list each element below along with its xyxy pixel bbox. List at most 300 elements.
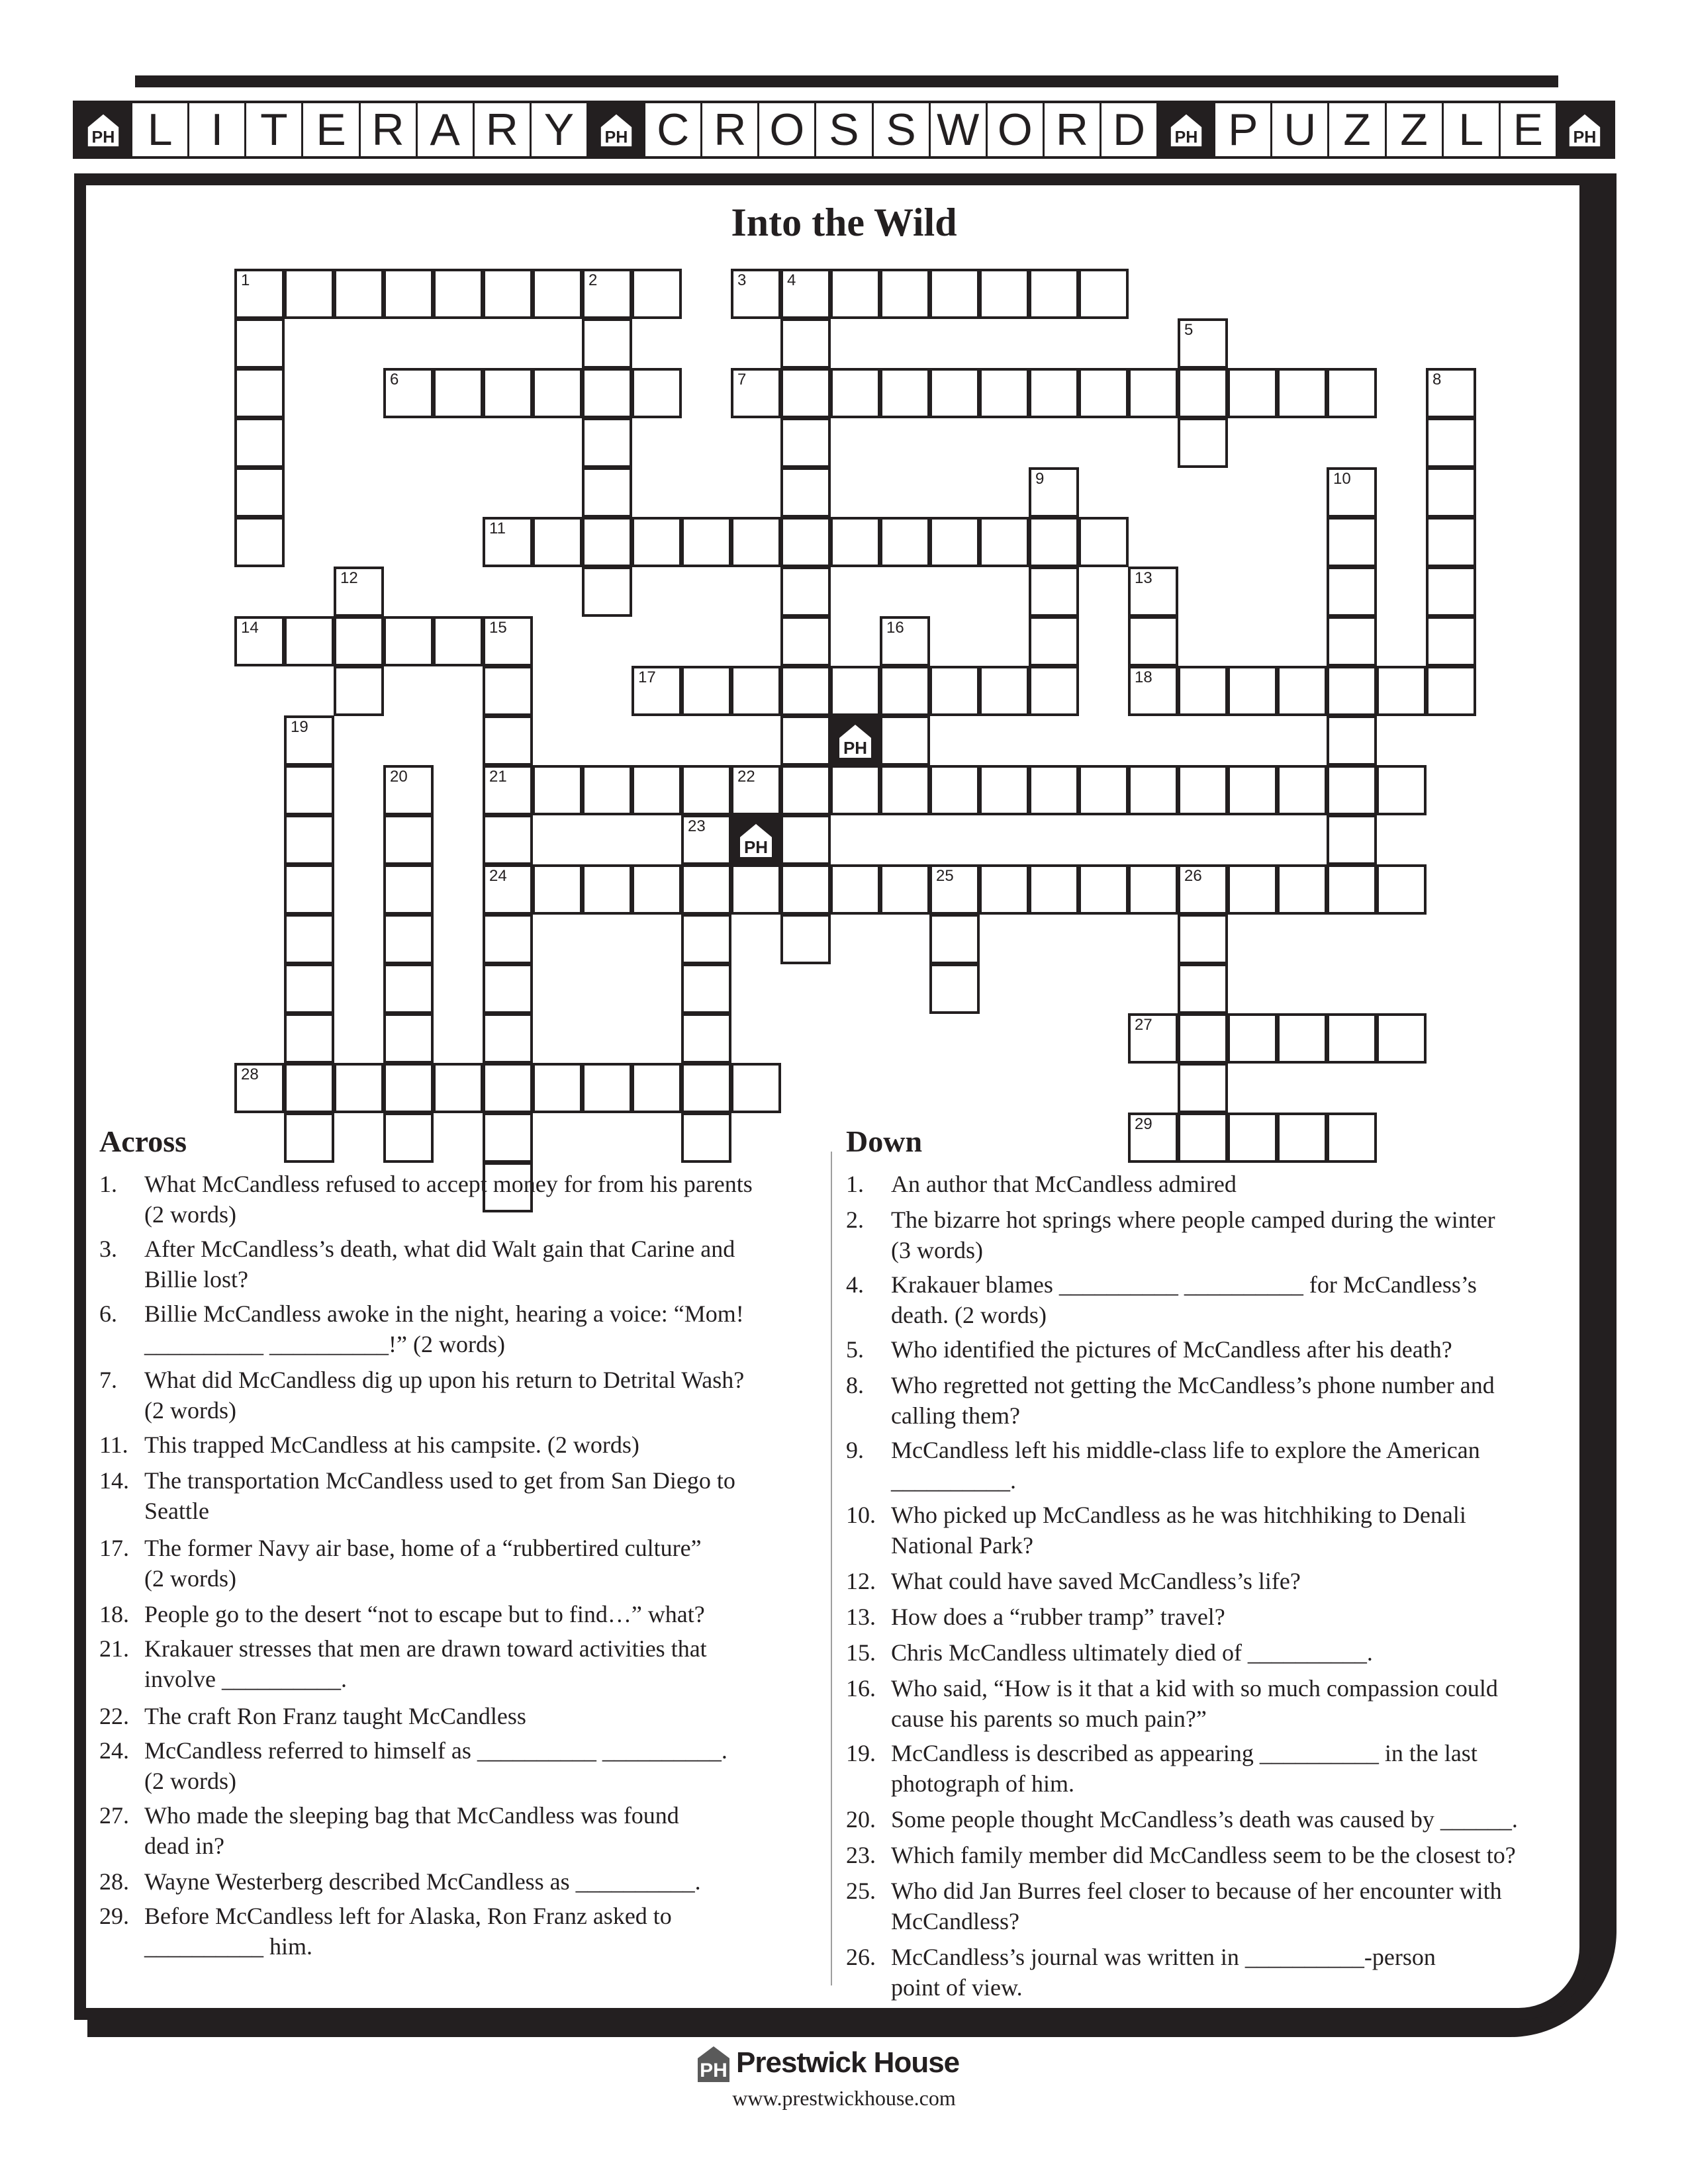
grid-cell[interactable]: [632, 864, 682, 915]
grid-cell[interactable]: [780, 269, 831, 319]
grid-cell[interactable]: [1178, 666, 1228, 716]
grid-cell[interactable]: [1426, 616, 1476, 666]
grid-cell[interactable]: [1178, 318, 1228, 369]
grid-cell[interactable]: [780, 765, 831, 815]
clue-text: [144, 1901, 821, 1962]
grid-cell[interactable]: [1128, 368, 1178, 418]
svg-text:PH: PH: [743, 837, 769, 857]
grid-cell[interactable]: [1128, 616, 1178, 666]
clue-text: [144, 1866, 821, 1897]
clue-text-line: (2 words): [144, 1768, 236, 1794]
house-logo-icon: [736, 820, 776, 860]
grid-cell[interactable]: [582, 567, 632, 617]
grid-cell[interactable]: [483, 715, 533, 766]
grid-cell[interactable]: [483, 914, 533, 964]
grid-cell[interactable]: [830, 666, 880, 716]
grid-cell[interactable]: [880, 368, 930, 418]
grid-cell[interactable]: [632, 1063, 682, 1113]
clue-text-line: Krakauer blames __________ __________ for McCandless’s: [891, 1271, 1477, 1298]
clue-text: [891, 1804, 1581, 1835]
clue-text-line: The bizarre hot springs where people camped during the winter: [891, 1206, 1495, 1233]
grid-cell[interactable]: [284, 864, 334, 915]
clue-text-line: This trapped McCandless at his campsite. (2 words): [144, 1432, 639, 1458]
clue-number: 16: [886, 619, 904, 637]
clue-label: 1.: [99, 1171, 117, 1197]
publisher-url[interactable]: www.prestwickhouse.com: [732, 2086, 956, 2110]
grid-cell[interactable]: [929, 964, 980, 1014]
grid-cell[interactable]: [483, 616, 533, 666]
grid-cell[interactable]: [334, 666, 384, 716]
grid-cell[interactable]: [1327, 864, 1377, 915]
clue-label: 5.: [846, 1336, 864, 1363]
clue-number: 24: [489, 867, 507, 885]
grid-cell[interactable]: [284, 914, 334, 964]
grid-cell[interactable]: [1227, 368, 1278, 418]
svg-text:PH: PH: [1573, 128, 1597, 147]
grid-cell[interactable]: [582, 765, 632, 815]
clue-text-line: Which family member did McCandless seem to be the closest to?: [891, 1842, 1516, 1868]
grid-cell[interactable]: [334, 567, 384, 617]
grid-cell[interactable]: [1327, 666, 1377, 716]
grid-cell[interactable]: [284, 1013, 334, 1064]
grid-cell[interactable]: [284, 1113, 334, 1163]
clue-number: 15: [489, 619, 507, 637]
grid-cell[interactable]: [1128, 666, 1178, 716]
clue-text: [891, 1269, 1581, 1330]
grid-cell[interactable]: [731, 765, 781, 815]
grid-cell[interactable]: [929, 666, 980, 716]
clue-text-line: The former Navy air base, home of a “rubbertired culture”: [144, 1535, 702, 1561]
grid-cell[interactable]: [830, 368, 880, 418]
grid-cell[interactable]: [433, 616, 483, 666]
grid-cell[interactable]: [1029, 467, 1079, 518]
grid-cell[interactable]: [1426, 517, 1476, 567]
clue-number: 21: [489, 768, 507, 786]
clue-label: 26.: [846, 1944, 876, 1970]
clue-number: 22: [737, 768, 755, 786]
grid-cell[interactable]: [1029, 666, 1079, 716]
grid-cell[interactable]: [681, 815, 731, 865]
clue-text-line: McCandless left his middle-class life to explore the American: [891, 1437, 1480, 1463]
grid-cell[interactable]: [830, 864, 880, 915]
clue-text-line: Who made the sleeping bag that McCandless was found: [144, 1802, 679, 1829]
grid-cell[interactable]: [681, 864, 731, 915]
grid-cell[interactable]: [1078, 368, 1129, 418]
clue-label: 1.: [846, 1171, 864, 1197]
publisher-name: Prestwick House: [736, 2046, 960, 2079]
clue-text: [891, 1435, 1581, 1496]
clue-number: 27: [1135, 1016, 1152, 1034]
clue-text-line: Who did Jan Burres feel closer to because of her encounter with: [891, 1878, 1502, 1904]
grid-cell[interactable]: [1029, 567, 1079, 617]
grid-cell[interactable]: [1029, 765, 1079, 815]
clue-text: [144, 1465, 821, 1526]
grid-cell[interactable]: [1327, 467, 1377, 518]
grid-cell[interactable]: [1277, 864, 1327, 915]
grid-cell[interactable]: [582, 368, 632, 418]
grid-cell[interactable]: [483, 1013, 533, 1064]
clue-label: 27.: [99, 1802, 129, 1829]
grid-cell[interactable]: [929, 765, 980, 815]
clue-text-line: involve __________.: [144, 1666, 347, 1692]
grid-cell[interactable]: [284, 616, 334, 666]
grid-cell[interactable]: [929, 914, 980, 964]
house-logo-icon: [695, 2044, 732, 2082]
grid-cell[interactable]: [780, 616, 831, 666]
house-logo-icon: [835, 721, 875, 760]
grid-cell[interactable]: [582, 467, 632, 518]
grid-cell[interactable]: [1227, 1013, 1278, 1064]
clue-text-line: Who regretted not getting the McCandless’s phone number and: [891, 1372, 1495, 1398]
grid-cell[interactable]: [234, 368, 285, 418]
clue-number: 1: [241, 271, 250, 289]
grid-cell[interactable]: [1178, 1063, 1228, 1113]
clue-text: [144, 1599, 821, 1629]
clue-text: [144, 1365, 821, 1426]
grid-cell[interactable]: [383, 269, 434, 319]
grid-cell[interactable]: [1178, 368, 1228, 418]
grid-cell[interactable]: [1327, 715, 1377, 766]
grid-cell[interactable]: [681, 517, 731, 567]
grid-cell[interactable]: [1376, 765, 1427, 815]
grid-cell[interactable]: [1426, 467, 1476, 518]
grid-cell[interactable]: [1178, 914, 1228, 964]
grid-cell[interactable]: [1277, 1013, 1327, 1064]
grid-cell[interactable]: [632, 765, 682, 815]
grid-cell[interactable]: [780, 318, 831, 369]
grid-cell[interactable]: [383, 914, 434, 964]
grid-cell[interactable]: [929, 368, 980, 418]
grid-cell[interactable]: [880, 517, 930, 567]
grid-cell[interactable]: [1128, 765, 1178, 815]
grid-cell[interactable]: [1327, 368, 1377, 418]
grid-cell[interactable]: [780, 715, 831, 766]
grid-cell[interactable]: [929, 269, 980, 319]
grid-cell[interactable]: [284, 1063, 334, 1113]
grid-cell[interactable]: [1426, 666, 1476, 716]
grid-cell[interactable]: [334, 269, 384, 319]
grid-cell[interactable]: [234, 318, 285, 369]
grid-cell[interactable]: [234, 616, 285, 666]
grid-cell[interactable]: [383, 815, 434, 865]
grid-cell[interactable]: [1029, 864, 1079, 915]
grid-cell[interactable]: [433, 368, 483, 418]
clue-text: [891, 1500, 1581, 1561]
clue-text-line: __________ __________!” (2 words): [144, 1331, 505, 1357]
grid-cell[interactable]: [284, 269, 334, 319]
clue-text-line: cause his parents so much pain?”: [891, 1706, 1207, 1732]
grid-cell[interactable]: [1029, 616, 1079, 666]
grid-cell[interactable]: [830, 269, 880, 319]
grid-cell[interactable]: [780, 567, 831, 617]
grid-cell[interactable]: [731, 666, 781, 716]
clue-label: 10.: [846, 1502, 876, 1528]
grid-cell[interactable]: [383, 1113, 434, 1163]
grid-cell[interactable]: [1178, 418, 1228, 468]
grid-cell[interactable]: [483, 765, 533, 815]
clue-text-line: McCandless?: [891, 1908, 1019, 1934]
grid-cell[interactable]: [1178, 1013, 1228, 1064]
grid-cell[interactable]: [483, 815, 533, 865]
grid-cell[interactable]: [681, 765, 731, 815]
grid-cell[interactable]: [1426, 418, 1476, 468]
grid-cell[interactable]: [780, 418, 831, 468]
grid-cell[interactable]: [880, 666, 930, 716]
grid-cell[interactable]: [830, 765, 880, 815]
grid-cell[interactable]: [383, 964, 434, 1014]
clue-text-line: McCandless referred to himself as __________ __________.: [144, 1737, 727, 1764]
grid-cell[interactable]: [731, 517, 781, 567]
clue-label: 18.: [99, 1601, 129, 1627]
grid-cell[interactable]: [483, 517, 533, 567]
grid-cell[interactable]: [1277, 368, 1327, 418]
grid-cell[interactable]: [1128, 1013, 1178, 1064]
clue-number: 5: [1184, 321, 1194, 339]
grid-cell[interactable]: [483, 368, 533, 418]
grid-cell[interactable]: [383, 1063, 434, 1113]
grid-cell[interactable]: [830, 517, 880, 567]
banner-letter: O: [759, 103, 816, 156]
clue-text: [891, 1334, 1581, 1365]
grid-cell[interactable]: [681, 666, 731, 716]
grid-cell[interactable]: [1376, 666, 1427, 716]
grid-cell[interactable]: [1426, 567, 1476, 617]
grid-cell[interactable]: [1227, 666, 1278, 716]
grid-cell[interactable]: [979, 517, 1029, 567]
clue-text: [891, 1169, 1581, 1199]
grid-cell[interactable]: [979, 368, 1029, 418]
grid-cell[interactable]: [582, 418, 632, 468]
clue-number: 12: [340, 569, 358, 587]
grid-cell[interactable]: [383, 616, 434, 666]
clue-label: 21.: [99, 1635, 129, 1662]
grid-cell[interactable]: [234, 269, 285, 319]
banner-letter: I: [189, 103, 246, 156]
grid-cell[interactable]: [780, 517, 831, 567]
grid-cell[interactable]: [780, 914, 831, 964]
grid-cell[interactable]: [234, 467, 285, 518]
grid-cell[interactable]: [483, 864, 533, 915]
clue-text: [891, 1566, 1581, 1596]
grid-cell[interactable]: [731, 1063, 781, 1113]
grid-cell[interactable]: [1178, 1113, 1228, 1163]
grid-cell[interactable]: [383, 765, 434, 815]
grid-cell[interactable]: [780, 467, 831, 518]
grid-cell[interactable]: [1178, 964, 1228, 1014]
grid-cell[interactable]: [1327, 567, 1377, 617]
grid-cell[interactable]: [731, 368, 781, 418]
clue-text-line: What McCandless refused to accept money for from his parents: [144, 1171, 753, 1197]
banner-letter: P: [1215, 103, 1272, 156]
clue-text: [891, 1738, 1581, 1799]
grid-cell[interactable]: [1277, 765, 1327, 815]
grid-cell[interactable]: [1029, 517, 1079, 567]
grid-cell[interactable]: [880, 765, 930, 815]
grid-cell[interactable]: [731, 269, 781, 319]
clue-text-line: point of view.: [891, 1974, 1023, 2001]
clue-text: [891, 1840, 1581, 1870]
grid-cell[interactable]: [483, 964, 533, 1014]
grid-cell[interactable]: [1327, 1113, 1377, 1163]
grid-cell[interactable]: [979, 269, 1029, 319]
grid-cell[interactable]: [334, 1063, 384, 1113]
grid-cell[interactable]: [1128, 567, 1178, 617]
grid-cell[interactable]: [532, 864, 583, 915]
grid-cell[interactable]: [780, 864, 831, 915]
grid-cell[interactable]: [532, 269, 583, 319]
clue-text-line: (3 words): [891, 1237, 983, 1263]
grid-cell[interactable]: [284, 815, 334, 865]
grid-cell[interactable]: [1178, 765, 1228, 815]
grid-cell[interactable]: [1178, 864, 1228, 915]
grid-cell[interactable]: [383, 1013, 434, 1064]
grid-logo-cell: [731, 815, 781, 865]
clue-text-line: People go to the desert “not to escape but to find…” what?: [144, 1601, 705, 1627]
clue-label: 4.: [846, 1271, 864, 1298]
clue-text: [891, 1205, 1581, 1265]
grid-cell[interactable]: [1029, 269, 1079, 319]
grid-cell[interactable]: [1376, 864, 1427, 915]
grid-cell[interactable]: [483, 1063, 533, 1113]
grid-cell[interactable]: [383, 368, 434, 418]
banner-letter: W: [931, 103, 988, 156]
clue-text-line: The transportation McCandless used to get from San Diego to: [144, 1467, 735, 1494]
grid-cell[interactable]: [582, 318, 632, 369]
grid-cell[interactable]: [1327, 517, 1377, 567]
clue-number: 8: [1432, 371, 1442, 388]
banner-letter: O: [988, 103, 1045, 156]
svg-text:PH: PH: [604, 128, 628, 147]
grid-cell[interactable]: [929, 864, 980, 915]
grid-cell[interactable]: [731, 864, 781, 915]
grid-cell[interactable]: [532, 368, 583, 418]
grid-cell[interactable]: [880, 715, 930, 766]
grid-cell[interactable]: [1078, 864, 1129, 915]
grid-cell[interactable]: [532, 1063, 583, 1113]
grid-cell[interactable]: [780, 815, 831, 865]
clue-label: 3.: [99, 1236, 117, 1262]
clue-text-line: Who picked up McCandless as he was hitchhiking to Denali: [891, 1502, 1466, 1528]
grid-cell[interactable]: [532, 765, 583, 815]
grid-cell[interactable]: [1277, 1113, 1327, 1163]
column-divider: [831, 1152, 832, 1985]
clue-text-line: The craft Ron Franz taught McCandless: [144, 1703, 526, 1729]
clue-text-line: After McCandless’s death, what did Walt gain that Carine and: [144, 1236, 735, 1262]
grid-cell[interactable]: [1327, 765, 1377, 815]
clue-text: [144, 1701, 821, 1731]
grid-cell[interactable]: [433, 269, 483, 319]
grid-cell[interactable]: [681, 1063, 731, 1113]
grid-cell[interactable]: [1327, 1013, 1377, 1064]
clue-text: [144, 1169, 821, 1230]
clue-label: 16.: [846, 1675, 876, 1702]
grid-cell[interactable]: [582, 269, 632, 319]
clue-label: 8.: [846, 1372, 864, 1398]
clue-text: [891, 1602, 1581, 1632]
clue-text-line: calling them?: [891, 1402, 1020, 1429]
grid-cell[interactable]: [929, 517, 980, 567]
grid-cell[interactable]: [880, 864, 930, 915]
clue-label: 17.: [99, 1535, 129, 1561]
grid-cell[interactable]: [1128, 864, 1178, 915]
grid-cell[interactable]: [1426, 368, 1476, 418]
grid-cell[interactable]: [632, 666, 682, 716]
banner-letter: A: [418, 103, 475, 156]
svg-text:PH: PH: [1174, 128, 1198, 147]
clue-text-line: McCandless is described as appearing __________ in the last: [891, 1740, 1477, 1766]
grid-cell[interactable]: [632, 269, 682, 319]
banner-letter: U: [1272, 103, 1329, 156]
grid-cell[interactable]: [1327, 815, 1377, 865]
grid-cell[interactable]: [1029, 368, 1079, 418]
clue-label: 13.: [846, 1604, 876, 1630]
grid-cell[interactable]: [1227, 765, 1278, 815]
grid-cell[interactable]: [880, 269, 930, 319]
grid-cell[interactable]: [383, 864, 434, 915]
clue-label: 24.: [99, 1737, 129, 1764]
grid-cell[interactable]: [334, 616, 384, 666]
grid-cell[interactable]: [1128, 1113, 1178, 1163]
grid-cell[interactable]: [1078, 269, 1129, 319]
grid-cell[interactable]: [1078, 517, 1129, 567]
clue-text: [891, 1942, 1581, 2003]
grid-cell[interactable]: [234, 517, 285, 567]
grid-cell[interactable]: [632, 517, 682, 567]
clue-text-line: How does a “rubber tramp” travel?: [891, 1604, 1225, 1630]
grid-cell[interactable]: [234, 1063, 285, 1113]
clue-text-line: Who identified the pictures of McCandless after his death?: [891, 1336, 1452, 1363]
grid-cell[interactable]: [681, 1113, 731, 1163]
grid-cell[interactable]: [681, 964, 731, 1014]
grid-cell[interactable]: [1327, 616, 1377, 666]
grid-cell[interactable]: [1078, 765, 1129, 815]
grid-cell[interactable]: [780, 368, 831, 418]
grid-cell[interactable]: [979, 864, 1029, 915]
clue-label: 7.: [99, 1367, 117, 1393]
banner-letter: Y: [532, 103, 588, 156]
grid-cell[interactable]: [234, 418, 285, 468]
grid-cell[interactable]: [979, 666, 1029, 716]
grid-cell[interactable]: [483, 666, 533, 716]
grid-cell[interactable]: [582, 1063, 632, 1113]
grid-cell[interactable]: [1227, 864, 1278, 915]
clue-text-line: Billie lost?: [144, 1266, 248, 1293]
grid-cell[interactable]: [780, 666, 831, 716]
grid-cell[interactable]: [483, 269, 533, 319]
grid-cell[interactable]: [1227, 1113, 1278, 1163]
grid-cell[interactable]: [582, 864, 632, 915]
grid-cell[interactable]: [532, 517, 583, 567]
grid-cell[interactable]: [284, 715, 334, 766]
grid-cell[interactable]: [1277, 666, 1327, 716]
clue-text-line: Some people thought McCandless’s death was caused by ______.: [891, 1806, 1518, 1833]
grid-cell[interactable]: [483, 1113, 533, 1163]
grid-cell[interactable]: [284, 964, 334, 1014]
grid-cell[interactable]: [433, 1063, 483, 1113]
clue-text-line: __________ him.: [144, 1933, 313, 1960]
banner-letter: R: [1045, 103, 1102, 156]
grid-cell[interactable]: [582, 517, 632, 567]
grid-cell[interactable]: [681, 1013, 731, 1064]
grid-cell[interactable]: [284, 765, 334, 815]
grid-cell[interactable]: [979, 765, 1029, 815]
grid-cell[interactable]: [632, 368, 682, 418]
clue-text: [891, 1370, 1581, 1431]
grid-cell[interactable]: [1376, 1013, 1427, 1064]
grid-cell[interactable]: [880, 616, 930, 666]
grid-cell[interactable]: [681, 914, 731, 964]
clue-label: 6.: [99, 1300, 117, 1327]
